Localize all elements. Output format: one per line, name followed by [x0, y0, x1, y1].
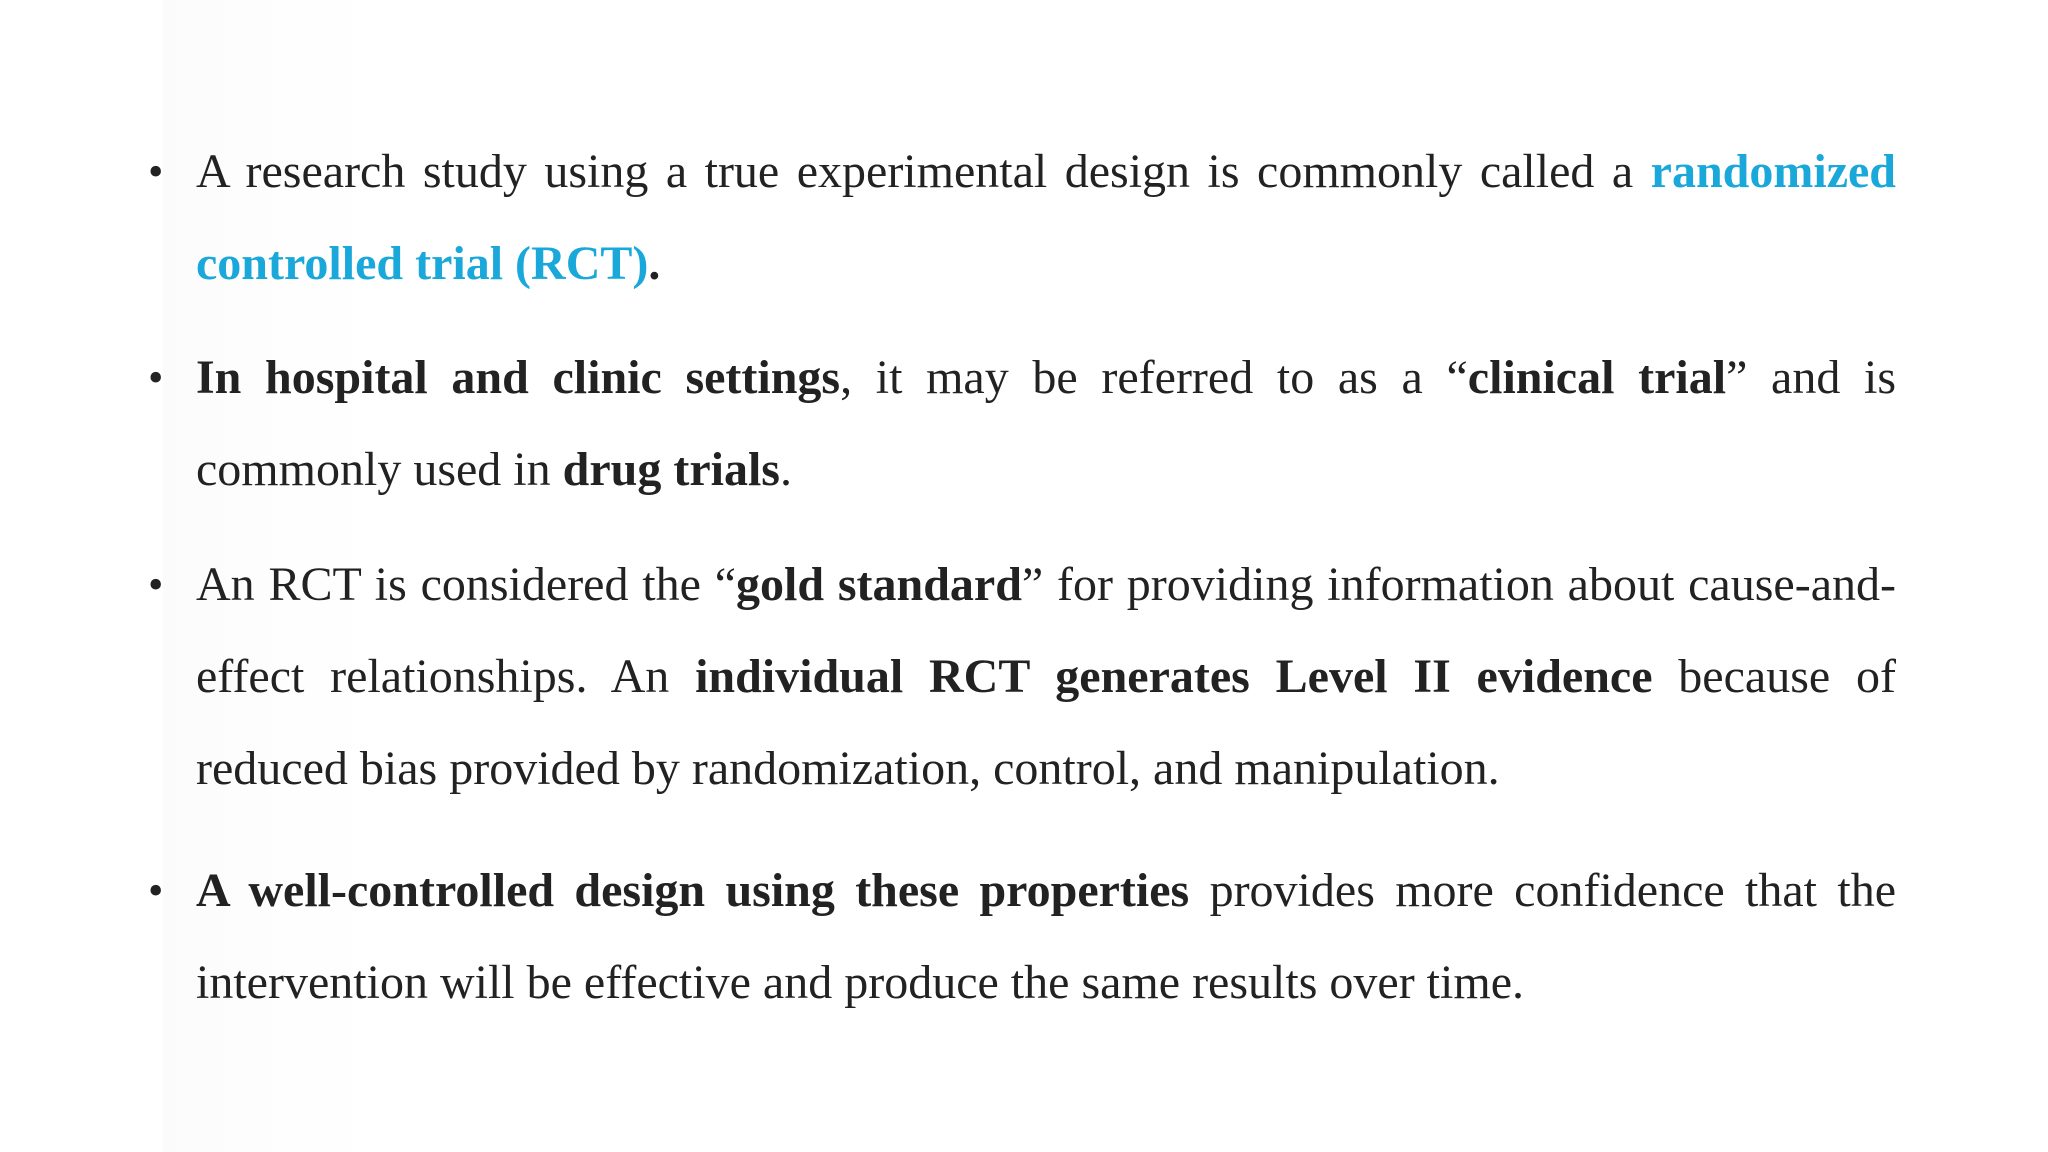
text-run-bold: gold standard — [736, 558, 1022, 611]
text-run: provides more confidence that the intervention will be effective and produce the same results over time. — [196, 864, 1896, 1009]
text-run: because of reduced bias provided by randomization, control, and manipulation. — [196, 650, 1896, 795]
bullet-dot: • — [148, 560, 164, 609]
text-run: . — [779, 443, 792, 496]
bullet-text — [196, 845, 1896, 1029]
text-run-bold: drug trials — [562, 443, 780, 496]
bullet-text — [196, 539, 1896, 815]
text-run-bold: . — [648, 237, 661, 290]
bullet-text — [196, 126, 1896, 310]
text-run-bold: clinical trial — [1467, 351, 1727, 404]
highlighted-term-rct: randomized controlled trial (RCT) — [196, 145, 1896, 290]
text-run: ” for providing information about cause-and-effect relationships. An — [196, 558, 1896, 703]
text-run: A research study using a true experimental design is commonly called a — [196, 145, 1651, 198]
text-run: , it may be referred to as a “ — [840, 351, 1468, 404]
bullet-dot: • — [148, 353, 164, 402]
text-run: ” and is commonly used in — [196, 351, 1897, 496]
text-run-bold: In hospital and clinic settings — [196, 351, 841, 404]
text-run-bold: individual RCT generates Level II evidence — [695, 650, 1653, 703]
text-run: An RCT is considered the “ — [196, 558, 737, 611]
bullet-text — [196, 332, 1896, 516]
text-run-bold: A well-controlled design using these properties — [196, 864, 1190, 917]
bullet-dot: • — [148, 866, 164, 915]
bullet-dot: • — [148, 147, 164, 196]
